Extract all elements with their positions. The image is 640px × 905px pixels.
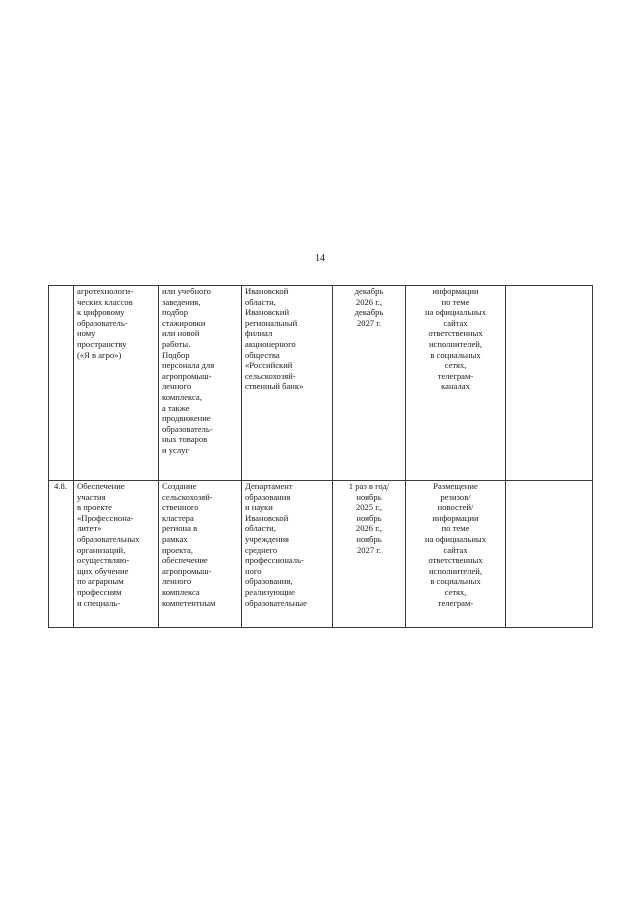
executors-cell: Ивановской области, Ивановский региональный филиал акционерного общества «Российский сельскохозяй- ственный банк» — [242, 286, 333, 481]
result-cell: информации по теме на официальных сайтах ответственных исполнителей, в социальных сетях, телеграм- каналах — [406, 286, 506, 481]
term-cell: 1 раз в год/ ноябрь 2025 г., ноябрь 2026 г., ноябрь 2027 г. — [333, 481, 406, 628]
page-number: 14 — [315, 253, 325, 264]
table-row — [49, 481, 593, 628]
event-cell: Обеспечение участия в проекте «Профессиона- литет» образовательных организаций, осуществляю- щих обучение по аграрным профессиям и специаль- — [74, 481, 159, 628]
content-cell: Создание сельскохозяй- ственного кластера региона в рамках проекта, обеспечение агропромыш- ленного комплекса компетентным — [159, 481, 242, 628]
result-cell: Размещение резизов/ новостей/ информации по теме на официальных сайтах ответственных исполнителей, в социальных сетях, телеграм- — [406, 481, 506, 628]
executors-cell: Департамент образования и науки Ивановской области, учреждения среднего профессиональ- ного образования, реализующие образовательные — [242, 481, 333, 628]
term-cell: декабрь 2026 г., декабрь 2027 г. — [333, 286, 406, 481]
row-number-cell: 4.8. — [49, 481, 74, 628]
empty-cell — [506, 481, 593, 628]
content-cell: или учебного заведения, подбор стажировки или новой работы. Подбор персонала для агропромыш- ленного комплекса, а также продвижение образователь- ных товаров и услуг — [159, 286, 242, 481]
table-row — [49, 286, 593, 481]
row-number-cell — [49, 286, 74, 481]
plan-table — [48, 285, 593, 628]
event-cell: агротехнологи- ческих классов к цифровому образователь- ному пространству («Я в агро») — [74, 286, 159, 481]
empty-cell — [506, 286, 593, 481]
